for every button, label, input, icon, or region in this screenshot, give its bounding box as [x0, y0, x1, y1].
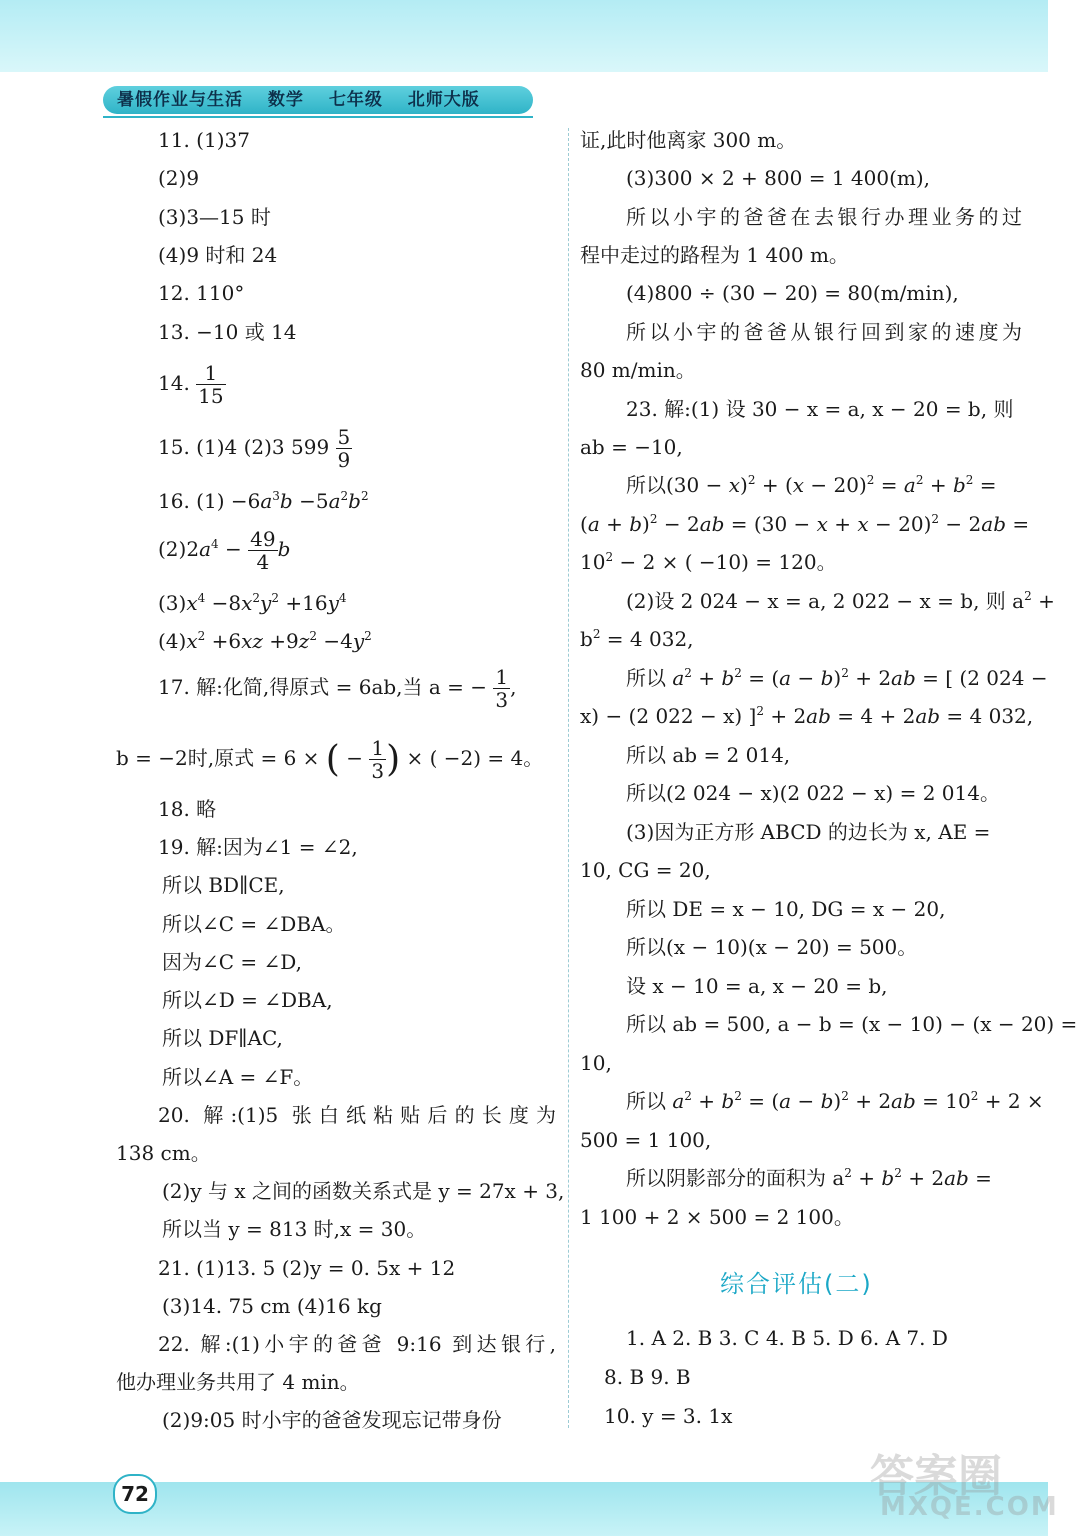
right-line-28: 所以阴影部分的面积为 $a^2 + b^2 + 2ab$ =	[626, 1166, 992, 1190]
right-line-10: 所以$(30 - x)^2 + (x - 20)^2 = a^2 + b^2$ =	[626, 473, 997, 497]
answer-19-line5: 所以∠D = ∠DBA,	[162, 988, 333, 1012]
answer-16-4: $(4)x^2 +6xz +9z^2 -4y^2$	[158, 629, 372, 653]
denominator: 15	[198, 384, 224, 408]
answer-20-line2: 138 cm。	[116, 1141, 211, 1165]
right-line-17: 所以 ab = 2 014,	[626, 743, 791, 767]
answer-17-text: 17. 解:化简,得原式 = 6ab,当 a = −	[158, 675, 488, 699]
right-line-11: $(a + b)^2 - 2ab = (30 - x + x - 20)^2 - 2ab$ =	[580, 512, 1030, 536]
section-title: 综合评估(二)	[720, 1270, 873, 1298]
denominator: 3	[495, 688, 509, 712]
page-number: 72	[113, 1474, 157, 1514]
right-line-14-text: b	[580, 627, 593, 651]
watermark-url: MXQE.COM	[880, 1492, 1059, 1522]
answer-11-4: (4)9 时和 24	[158, 243, 278, 267]
right-line-25: 10,	[580, 1051, 612, 1075]
answer-22-line3: (2)9:05 时小宇的爸爸发现忘记带身份	[162, 1408, 502, 1432]
right-line-16-text: x) − (2 022 − x) ]	[580, 704, 757, 728]
choice-answers-2: 8. B 9. B	[604, 1365, 691, 1389]
right-line-13-text: (2)设 2 024 − x = a, 2 022 − x = b, 则 a	[626, 589, 1025, 613]
right-line-13: (2)设 2 024 − x = a, 2 022 − x = b, 则 $a^2$ +	[626, 589, 1055, 613]
answer-19-line2: 所以 BD∥CE,	[162, 873, 285, 897]
answer-19-line4: 因为∠C = ∠D,	[162, 950, 302, 974]
watermark-text: 答案圈	[870, 1451, 1002, 1502]
answer-12: 12. 110°	[158, 281, 245, 305]
answer-15	[158, 426, 352, 471]
right-line-26: 所以 $a^2 + b^2 = (a - b)^2 + 2ab = 10^2 + 2$ ×	[626, 1089, 1044, 1113]
edition-label: 北师大版	[407, 90, 480, 110]
answer-19-line3: 所以∠C = ∠DBA。	[162, 912, 346, 936]
answer-21-line1: 21. (1)13. 5 (2)y = 0. 5x + 12	[158, 1256, 456, 1280]
answer-19-line7: 所以∠A = ∠F。	[162, 1065, 314, 1089]
right-line-27: 500 = 1 100,	[580, 1128, 712, 1152]
right-line-29: 1 100 + 2 × 500 = 2 100。	[580, 1205, 854, 1229]
fraction	[336, 426, 353, 471]
answer-16-2: $(2)2a^4$ − $\frac{49}{4}$ b	[158, 527, 291, 574]
right-line-22: 所以(x − 10)(x − 20) = 500。	[626, 935, 918, 959]
answer-14	[158, 362, 226, 407]
right-line-6: 所以小宇的爸爸从银行回到家的速度为	[626, 320, 1022, 344]
answer-14-prefix: 14.	[158, 371, 190, 395]
answer-16-1: 16. $(1) -6a^3b -5a^2b^2$	[158, 489, 369, 513]
subject-label: 数学	[267, 90, 304, 110]
watermark-logo	[870, 1440, 1059, 1530]
grade-label: 七年级	[328, 90, 383, 110]
book-header	[103, 86, 533, 114]
fraction	[196, 362, 225, 407]
choice-answers-1: 1. A 2. B 3. C 4. B 5. D 6. A 7. D	[626, 1326, 948, 1350]
right-line-4: 程中走过的路程为 1 400 m。	[580, 243, 849, 267]
fraction	[493, 666, 510, 711]
answer-20-line1: 20. 解:(1)5 张白纸粘贴后的长度为	[158, 1103, 556, 1127]
numerator: 1	[495, 665, 509, 689]
answer-11-2: (2)9	[158, 166, 200, 190]
column-divider	[568, 128, 570, 1428]
right-line-12: $10^2 - 2$ × ( −10) = 120。	[580, 550, 837, 574]
right-line-16: x) − (2 022 − x) ]$^2$ + 2ab = 4 + 2ab = 4 032,	[580, 704, 1034, 728]
right-line-3: 所以小宇的爸爸在去银行办理业务的过	[626, 205, 1022, 229]
right-line-24: 所以 ab = 500, a − b = (x − 10) − (x − 20) =	[626, 1012, 1077, 1036]
answer-17: 17. 解:化简,得原式 = 6ab,当 a = − $\frac{1}{3}$ ,	[158, 665, 517, 712]
numerator: 5	[337, 425, 351, 449]
answer-16-3: $(3)x^4 -8x^2y^2 +16y^4$	[158, 591, 347, 615]
answer-11-3: (3)3—15 时	[158, 205, 271, 229]
answer-20-line4: 所以当 y = 813 时,x = 30。	[162, 1217, 427, 1241]
right-line-9: ab = −10,	[580, 435, 683, 459]
header-rule	[103, 116, 533, 118]
answer-19-line1: 19. 解:因为∠1 = ∠2,	[158, 835, 358, 859]
right-line-8: 23. 解:(1) 设 30 − x = a, x − 20 = b, 则	[626, 397, 1014, 421]
answer-19-line6: 所以 DF∥AC,	[162, 1026, 283, 1050]
answer-11-1: 11. (1)37	[158, 128, 250, 152]
answer-18: 18. 略	[158, 797, 217, 821]
answer-21-line2: (3)14. 75 cm (4)16 kg	[162, 1294, 382, 1318]
answer-10: 10. y = 3. 1x	[604, 1404, 733, 1428]
numerator: 1	[196, 362, 225, 385]
answer-17-b-prefix: b = −2时,原式 = 6 ×	[116, 746, 320, 770]
top-decorative-band	[0, 0, 1048, 72]
answer-13: 13. −10 或 14	[158, 320, 297, 344]
answer-15-prefix: 15. (1)4 (2)3 599	[158, 435, 330, 459]
answer-17-b: b = −2时,原式 = 6 × ( − $\frac{1}{3}$ ) × ( −2) = 4。	[116, 736, 544, 783]
right-line-14: $b^2 = 4$ 032,	[580, 627, 694, 651]
right-line-20: 10, CG = 20,	[580, 858, 711, 882]
right-line-5: (4)800 ÷ (30 − 20) = 80(m/min),	[626, 281, 959, 305]
right-line-19: (3)因为正方形 ABCD 的边长为 x, AE =	[626, 820, 991, 844]
right-line-2: (3)300 × 2 + 800 = 1 400(m),	[626, 166, 931, 190]
book-title: 暑假作业与生活	[117, 90, 243, 110]
right-line-21: 所以 DE = x − 10, DG = x − 20,	[626, 897, 946, 921]
right-line-7: 80 m/min。	[580, 358, 696, 382]
right-line-28-text: 所以阴影部分的面积为 a	[626, 1166, 845, 1190]
answer-17-b-suffix: × ( −2) = 4。	[406, 746, 544, 770]
right-line-23: 设 x − 10 = a, x − 20 = b,	[626, 974, 888, 998]
answer-20-line3: (2)y 与 x 之间的函数关系式是 y = 27x + 3,	[162, 1179, 565, 1203]
right-line-1: 证,此时他离家 300 m。	[580, 128, 797, 152]
answer-22-line2: 他办理业务共用了 4 min。	[116, 1370, 360, 1394]
right-line-15: 所以 $a^2 + b^2 = (a - b)^2 + 2ab$ = [ (2 024 −	[626, 666, 1048, 690]
denominator: 9	[337, 448, 351, 472]
answer-22-line1: 22. 解:(1)小宇的爸爸 9:16 到达银行,	[158, 1332, 556, 1356]
right-line-18: 所以(2 024 − x)(2 022 − x) = 2 014。	[626, 781, 1000, 805]
